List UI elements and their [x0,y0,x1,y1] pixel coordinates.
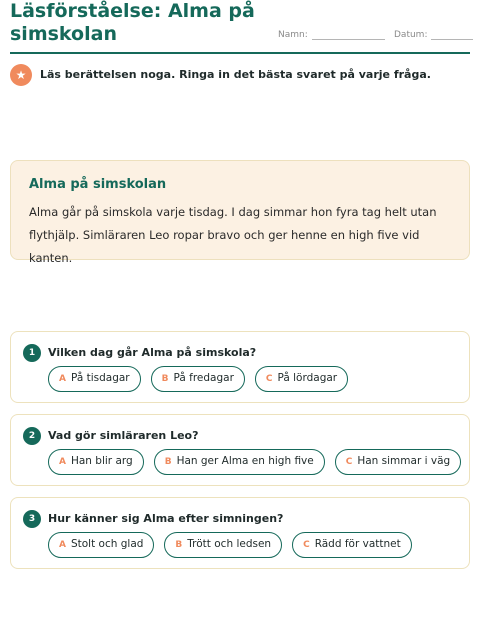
answer-option-b[interactable] [151,366,245,392]
option-text: Trött och ledsen [187,538,272,550]
option-letter: B [161,374,169,384]
story-body: Alma går på simskola varje tisdag. I dag simmar hon fyra tag helt utan flythjälp. Simläraren Leo ropar bravo och ger henne en high five vid kanten. [29,205,437,265]
question-card-1 [10,331,470,403]
instruction-text: Läs berättelsen noga. Ringa in det bästa svaret på varje fråga. [40,68,431,81]
name-label: Namn: [278,30,308,40]
story-title: Alma på simskolan [29,177,167,192]
question-number: 1 [23,344,41,362]
question-text: Hur känner sig Alma efter simningen? [48,512,284,525]
option-letter: A [59,457,66,467]
name-line[interactable] [312,38,385,40]
answer-options [48,366,348,392]
option-letter: C [303,540,310,550]
header-divider [10,52,470,54]
option-letter: C [345,457,353,467]
date-field[interactable] [394,30,473,40]
answer-option-c[interactable] [292,532,412,558]
question-text: Vad gör simläraren Leo? [48,429,199,442]
option-text: Han simmar i väg [357,455,451,467]
name-field[interactable] [278,30,385,40]
question-number: 3 [23,510,41,528]
answer-option-b[interactable] [164,532,282,558]
option-letter: A [59,540,66,550]
answer-options [48,449,461,475]
page-title: Läsförståelse: Alma på simskolan [10,0,255,45]
answer-options [48,532,412,558]
option-letter: B [164,457,172,467]
question-number: 2 [23,427,41,445]
option-letter: A [59,374,66,384]
question-text: Vilken dag går Alma på simskola? [48,346,257,359]
option-text: På lördagar [277,372,338,384]
option-letter: C [265,374,273,384]
instruction-row [10,64,470,86]
option-text: Han blir arg [70,455,133,467]
answer-option-a[interactable] [48,366,141,392]
option-text: Rädd för vattnet [314,538,401,550]
option-text: På tisdagar [70,372,130,384]
answer-option-c[interactable] [335,449,461,475]
answer-option-c[interactable] [255,366,348,392]
story-box [10,160,470,265]
question-card-2 [10,414,470,486]
answer-option-b[interactable] [154,449,325,475]
option-text: Stolt och glad [70,538,144,550]
date-line[interactable] [431,38,473,40]
option-text: Han ger Alma en high five [176,455,314,467]
option-text: På fredagar [173,372,234,384]
answer-option-a[interactable] [48,449,144,475]
star-icon: ★ [10,64,32,86]
option-letter: B [175,540,183,550]
answer-option-a[interactable] [48,532,154,558]
question-card-3 [10,497,470,569]
date-label: Datum: [394,30,428,40]
